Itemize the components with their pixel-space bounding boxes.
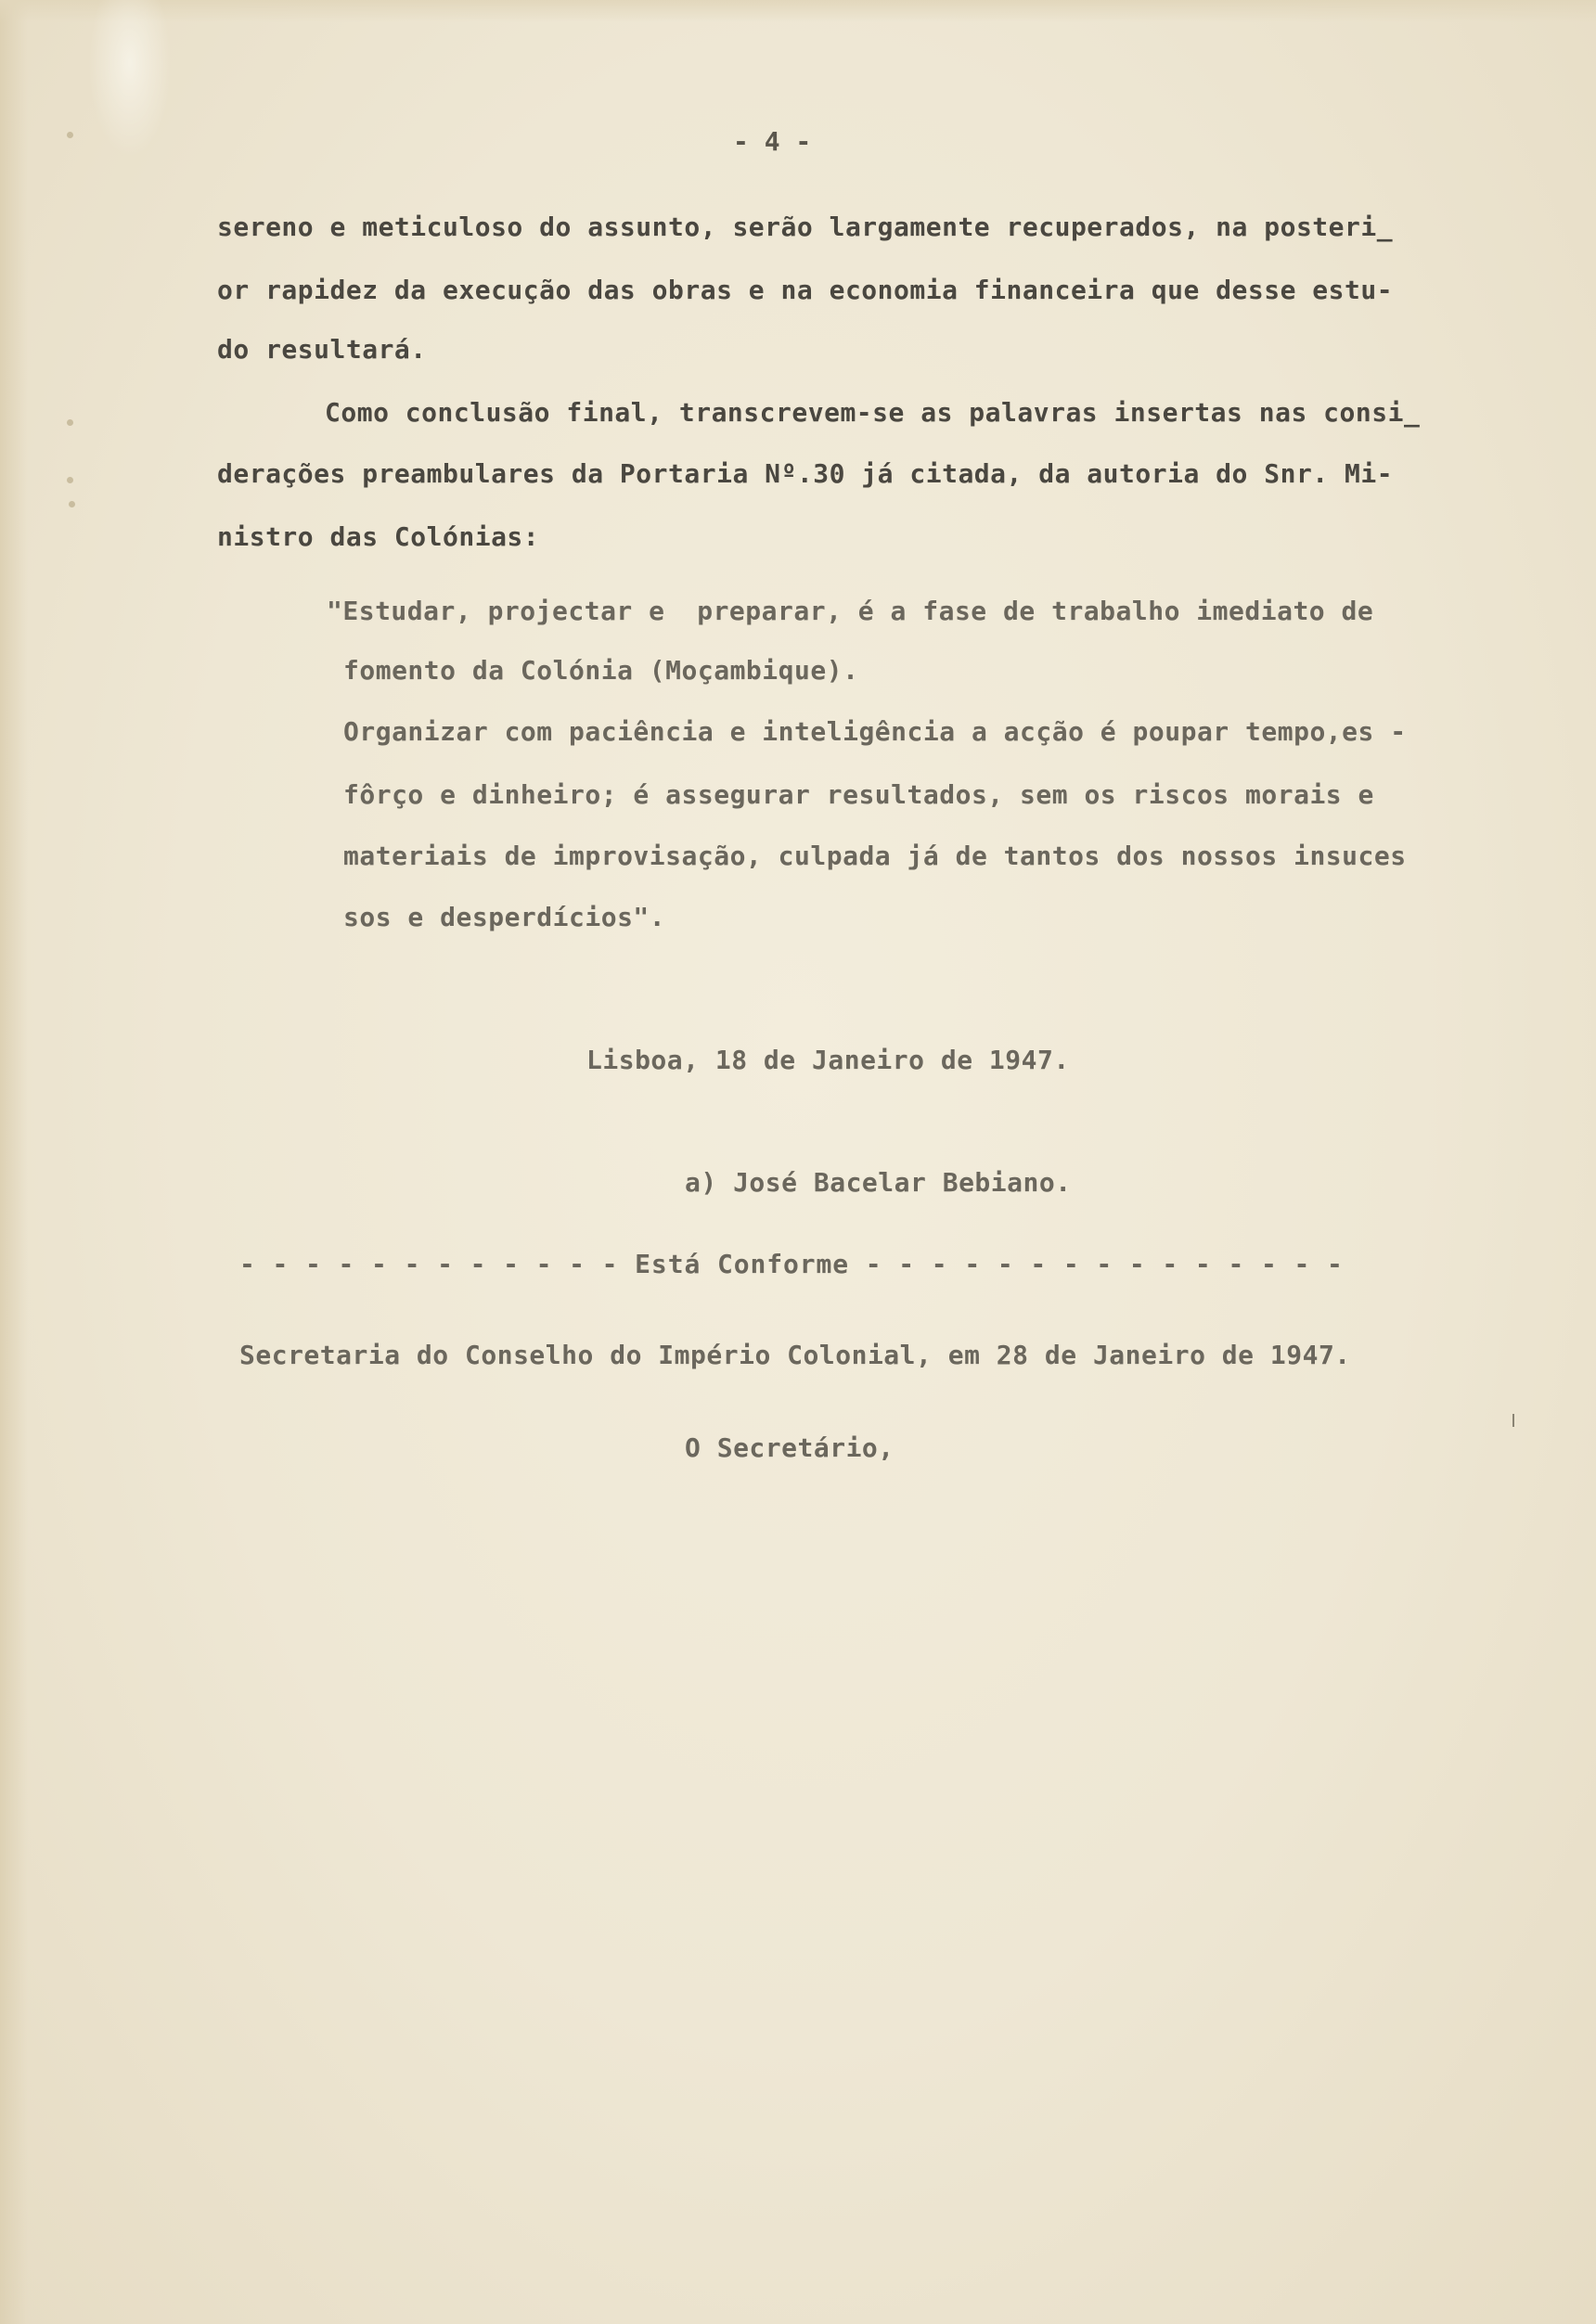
place-and-date: Lisboa, 18 de Janeiro de 1947. [586, 1045, 1070, 1075]
binding-hole-mark [67, 477, 73, 483]
text-line: or rapidez da execução das obras e na economia financeira que desse estu- [217, 275, 1394, 305]
binding-hole-mark [67, 419, 73, 426]
quote-line: Organizar com paciência e inteligência a acção é poupar tempo,es - [343, 716, 1407, 747]
page-number: - 4 - [733, 126, 812, 157]
quote-line: materiais de improvisação, culpada já de tantos dos nossos insuces [343, 841, 1407, 871]
secretariat-line: Secretaria do Conselho do Império Colonial, em 28 de Janeiro de 1947. [239, 1340, 1351, 1370]
text-line: sereno e meticuloso do assunto, serão largamente recuperados, na posteri_ [217, 212, 1394, 242]
pen-mark [1512, 1414, 1514, 1427]
quote-line: fomento da Colónia (Moçambique). [343, 655, 859, 686]
conformity-line: - - - - - - - - - - - - Está Conforme - - - - - - - - - - - - - - - [239, 1249, 1344, 1279]
quote-line: "Estudar, projectar e preparar, é a fase de trabalho imediato de [327, 596, 1374, 626]
paper-top-edge [0, 0, 1596, 22]
secretary-title: O Secretário, [685, 1432, 895, 1463]
text-line: do resultará. [217, 334, 427, 365]
signature: a) José Bacelar Bebiano. [685, 1167, 1072, 1198]
paper-left-edge [0, 0, 28, 2324]
binding-hole-mark [67, 132, 73, 138]
quote-line: sos e desperdícios". [343, 902, 666, 932]
text-line: nistro das Colónias: [217, 521, 540, 552]
text-line: derações preambulares da Portaria Nº.30 já citada, da autoria do Snr. Mi- [217, 458, 1394, 489]
paper-stain [88, 0, 172, 158]
binding-hole-mark [69, 501, 75, 507]
quote-line: fôrço e dinheiro; é assegurar resultados, sem os riscos morais e [343, 779, 1374, 810]
text-line: Como conclusão final, transcrevem-se as palavras insertas nas consi_ [325, 397, 1421, 428]
